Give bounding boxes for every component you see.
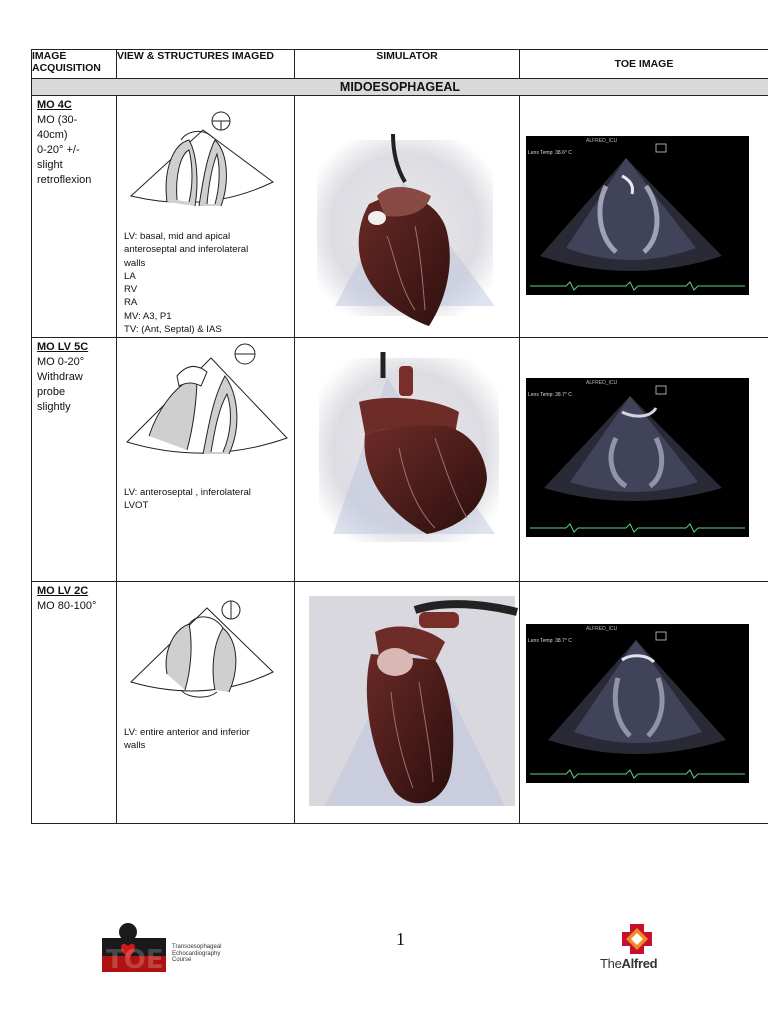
toe-logo-line: Course [172,957,192,963]
toe-header-text: ALFRED_ICU [586,626,618,632]
alfred-logo [600,924,682,971]
table-row [32,338,768,582]
alfred-cross-icon [612,924,682,954]
simulator-cell [295,338,520,582]
page-number: 1 [396,929,405,949]
structure-line: walls [124,740,146,752]
acquisition-line: retroflexion [37,174,92,186]
acquisition-line: MO 80-100° [37,600,97,612]
view-diagram-5c [117,342,295,460]
toe-image-cell [520,96,768,338]
acquisition-line: probe [37,386,66,398]
header-view: VIEW & STRUCTURES IMAGED [117,50,295,79]
section-row [32,79,768,96]
toe-image-cell [520,338,768,582]
table-row [32,582,768,824]
header-toe-image: TOE IMAGE [520,50,768,79]
toe-logo-text [172,944,221,964]
acquisition-cell [32,338,117,582]
svg-text:TOE: TOE [106,945,164,974]
acquisition-line: MO (30- [37,114,78,126]
toe-image-cell [520,582,768,824]
echo-views-table [31,49,768,824]
acquisition-cell [32,582,117,824]
structures-list [124,486,251,513]
acquisition-cell [32,96,117,338]
structure-line: MV: A3, P1 [124,310,172,322]
structure-line: LVOT [124,500,149,512]
structure-line: LV: basal, mid and apical [124,231,231,242]
toe-logo-line: Echocardiography [172,950,221,957]
acquisition-line: Withdraw [37,371,83,383]
toe-lens-temp: Lens Temp: 38.6° C [528,150,572,156]
toe-echo-image [526,136,749,295]
simulator-heart-image [295,582,520,824]
section-title: MIDOESOPHAGEAL [32,79,768,96]
structure-line: TV: (Ant, Septal) & IAS [124,324,222,336]
acquisition-line: slightly [37,401,71,413]
structure-line: RA [124,297,138,309]
toe-echo-image [526,378,749,537]
structures-list [124,230,248,336]
toe-course-logo [100,922,230,974]
table-row [32,96,768,338]
view-cell [117,338,295,582]
simulator-cell [295,582,520,824]
alfred-name: Alfred [621,956,658,971]
structure-line: LV: anteroseptal , inferolateral [124,487,251,498]
header-row [32,50,768,79]
acquisition-line: MO 0-20° [37,356,85,368]
toe-header-text: ALFRED_ICU [586,138,618,144]
acquisition-line: 0-20° +/- [37,144,80,156]
toe-logo-line: Transoesophageal [172,944,222,950]
structure-line: walls [124,257,146,269]
structure-line: anteroseptal and inferolateral [124,244,249,256]
simulator-heart-image [295,338,520,582]
header-simulator: SIMULATOR [295,50,520,79]
view-cell [117,96,295,338]
toe-lens-temp: Lens Temp: 38.7° C [528,638,572,644]
acquisition-line: slight [37,159,63,171]
alfred-prefix: The [600,956,622,971]
structure-line: LA [124,270,136,282]
view-title: MO 4C [37,99,72,111]
simulator-cell [295,96,520,338]
view-title: MO LV 2C [37,585,89,597]
acquisition-line: 40cm) [37,129,68,141]
simulator-heart-image [295,96,520,338]
alfred-wordmark [600,956,682,971]
view-cell [117,582,295,824]
view-diagram-2c [117,600,295,710]
toe-echo-image [526,624,749,783]
structure-line: RV [124,284,138,296]
toe-header-text: ALFRED_ICU [586,380,618,386]
view-diagram-4c [117,110,295,220]
structures-list [124,726,250,753]
toe-lens-temp: Lens Temp: 38.7° C [528,392,572,398]
header-acquisition: IMAGE ACQUISITION [32,50,117,79]
view-title: MO LV 5C [37,341,89,353]
structure-line: LV: entire anterior and inferior [124,727,250,738]
